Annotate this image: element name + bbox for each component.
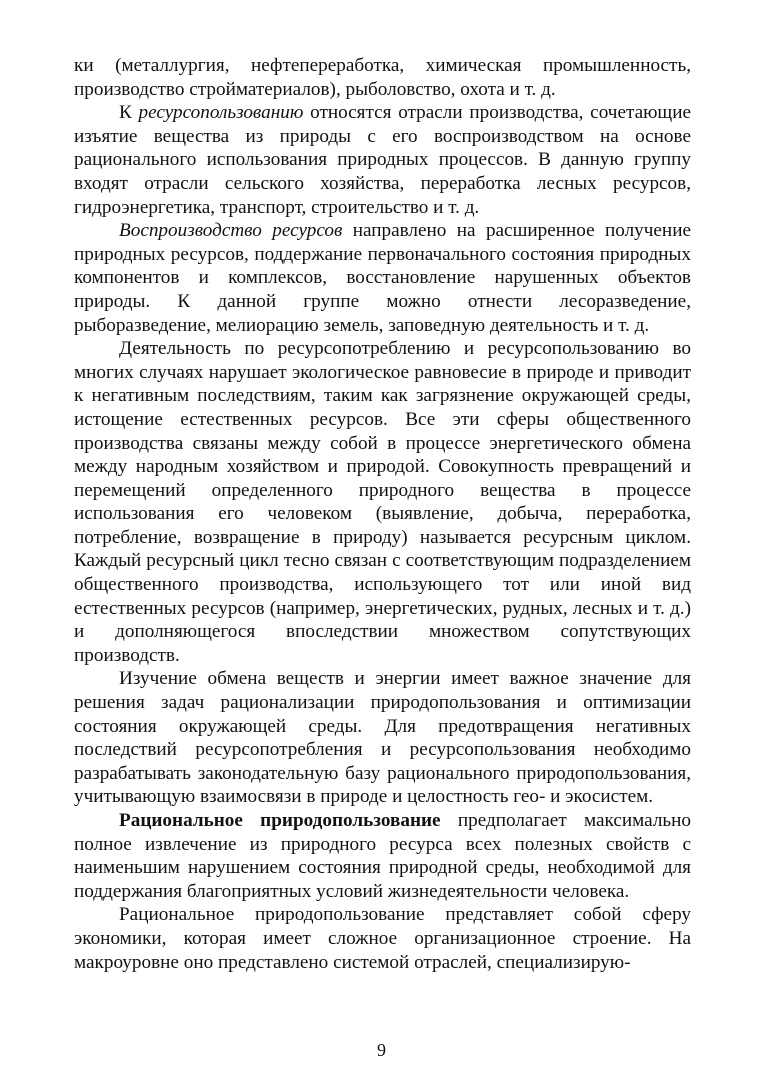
paragraph-body: предполагает максимально полное извлечение из природного ресурса всех полезных свойств с наименьшим нарушением состояния природной среды, необходимой для поддержания благоприятных условий жизнедеятельности человека. (74, 810, 692, 902)
page-body (74, 54, 691, 974)
paragraph-rational-use-structure: Рациональное природопользование представляет собой сферу экономики, которая имеет сложное организационное строение. На макроуровне оно представлено системой отраслей, специализирую- (74, 904, 691, 973)
paragraph-metabolism-study: Изучение обмена веществ и энергии имеет важное значение для решения задач рационализации природопользования и оптимизации состояния окружающей среды. Для предотвращения негативных последствий ресурсопотребления и ресурсопользования необходимо разрабатывать законодательную базу рационального природопользования, учитывающую взаимосвязи в природе и целостность гео- и экосистем. (74, 668, 691, 808)
paragraph-lead: К (119, 102, 139, 124)
paragraph-resource-reproduction (74, 219, 691, 337)
paragraph-body: направлено на расширенное получение природных ресурсов, поддержание первоначального состояния природных компонентов и комплексов, восстановление нарушенных объектов природы. К данной группе можно отнести лесоразведение, рыборазведение, мелиорацию земель, заповедную деятельность и т. д. (74, 220, 691, 336)
term-resource-use: ресурсопользованию (138, 102, 304, 124)
paragraph-resource-cycle: Деятельность по ресурсопотреблению и ресурсопользованию во многих случаях нарушает экологическое равновесие в природе и приводит к негативным последствиям, таким как загрязнение окружающей среды, истощение естественных ресурсов. Все эти сферы общественного производства связаны между собой в процессе энергетического обмена между народным хозяйством и природой. Совокупность превращений и перемещений определенного природного вещества в процессе использования его человеком (выявление, добыча, переработка, потребление, возвращение в природу) называется ресурсным циклом. Каждый ресурсный цикл тесно связан с соответствующим подразделением общественного производства, использующего тот или иной вид естественных ресурсов (например, энергетических, рудных, лесных и т. д.) и дополняющегося впоследствии множеством сопутствующих производств. (74, 338, 691, 666)
paragraph-body: относятся отрасли производства, сочетающие изъятие вещества из природы с его воспроизводством на основе рационального использования природных процессов. В данную группу входят отрасли сельского хозяйства, переработка лесных ресурсов, гидроэнергетика, транспорт, строительство и т. д. (74, 102, 691, 218)
paragraph-resource-use (74, 101, 691, 219)
term-rational-nature-use: Рациональное природопользование (119, 810, 441, 831)
term-resource-reproduction: Воспроизводство ресурсов (119, 220, 343, 242)
page-number: 9 (377, 1040, 386, 1060)
paragraph-rational-use-definition (74, 809, 691, 903)
paragraph-continuation: ки (металлургия, нефтепереработка, химическая промышленность, производство стройматериалов), рыболовство, охота и т. д. (74, 55, 691, 100)
